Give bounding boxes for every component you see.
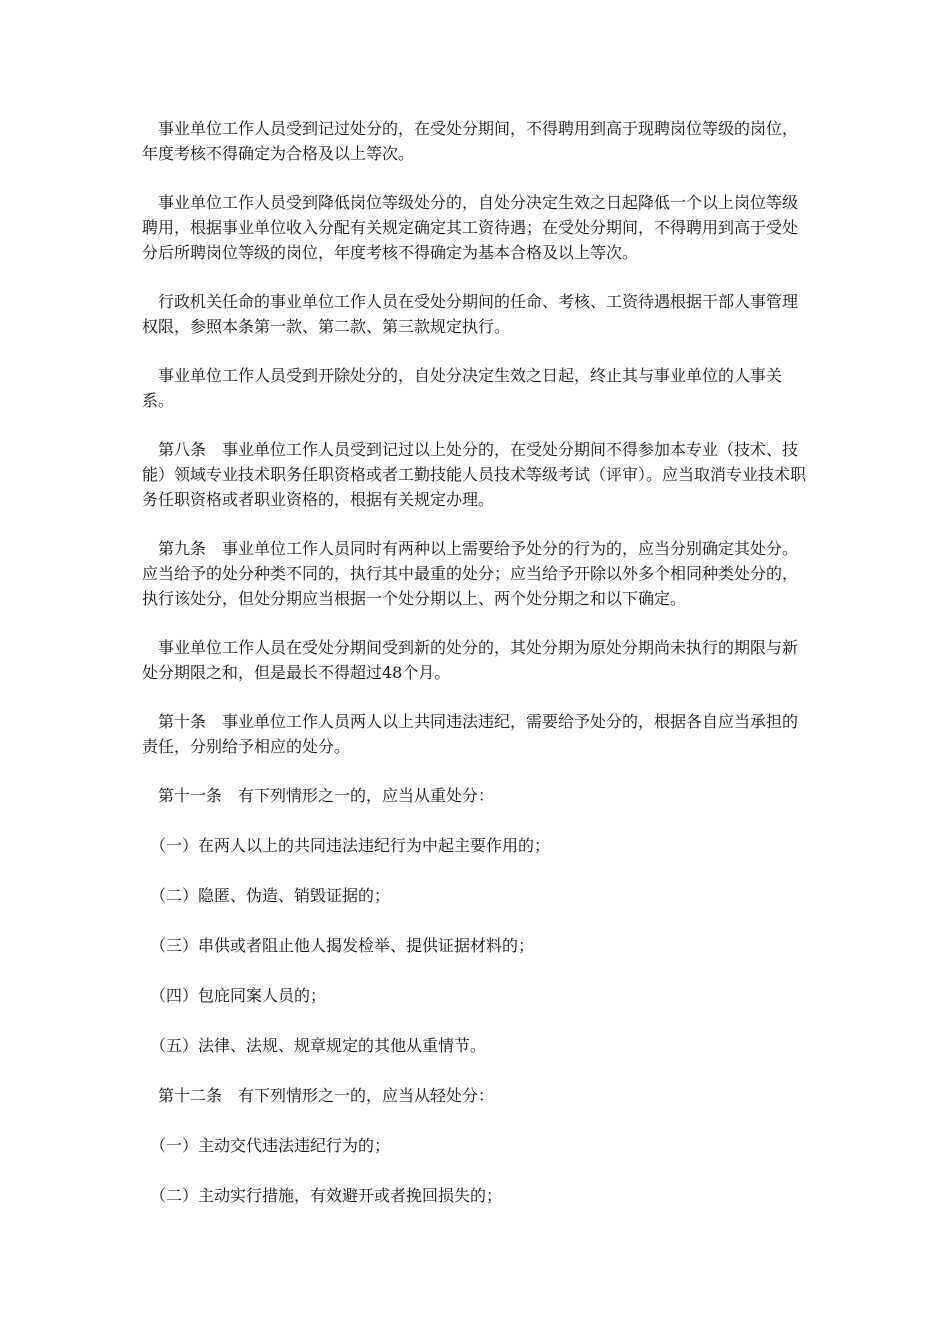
article-9: 第九条 事业单位工作人员同时有两种以上需要给予处分的行为的，应当分别确定其处分。应当给予的处分种类不同的，执行其中最重的处分；应当给予开除以外多个相同种类处分的，执行该处分，但处分期应当根据一个处分期以上、两个处分期之和以下确定。 [142,539,799,608]
article-12-item-2: （二）主动实行措施，有效避开或者挽回损失的； [142,1186,503,1205]
article-11-item-2: （二）隐匿、伪造、销毁证据的； [142,886,391,905]
document-body [142,116,812,1233]
paragraph-3: 行政机关任命的事业单位工作人员在受处分期间的任命、考核、工资待遇根据干部人事管理权限，参照本条第一款、第二款、第三款规定执行。 [142,292,799,336]
paragraph-new-penalty: 事业单位工作人员在受处分期间受到新的处分的，其处分期为原处分期尚未执行的期限与新处分期限之和，但是最长不得超过48个月。 [142,638,799,682]
article-11-item-5: （五）法律、法规、规章规定的其他从重情节。 [142,1036,487,1055]
article-11-item-1: （一）在两人以上的共同违法违纪行为中起主要作用的； [142,836,551,855]
article-12-item-1: （一）主动交代违法违纪行为的； [142,1136,391,1155]
article-11-item-3: （三）串供或者阻止他人揭发检举、提供证据材料的； [142,936,535,955]
article-10: 第十条 事业单位工作人员两人以上共同违法违纪，需要给予处分的，根据各自应当承担的责任，分别给予相应的处分。 [142,712,799,756]
paragraph-4: 事业单位工作人员受到开除处分的，自处分决定生效之日起，终止其与事业单位的人事关系。 [142,366,783,410]
article-11-item-4: （四）包庇同案人员的； [142,986,327,1005]
article-12: 第十二条 有下列情形之一的，应当从轻处分： [142,1086,495,1105]
article-11: 第十一条 有下列情形之一的，应当从重处分： [142,786,495,805]
article-8: 第八条 事业单位工作人员受到记过以上处分的，在受处分期间不得参加本专业（技术、技能）领域专业技术职务任职资格或者工勤技能人员技术等级考试（评审）。应当取消专业技术职务任职资格或者职业资格的，根据有关规定办理。 [142,440,807,509]
paragraph-2: 事业单位工作人员受到降低岗位等级处分的，自处分决定生效之日起降低一个以上岗位等级聘用，根据事业单位收入分配有关规定确定其工资待遇；在受处分期间，不得聘用到高于受处分后所聘岗位等级的岗位，年度考核不得确定为基本合格及以上等次。 [142,193,799,262]
paragraph-1: 事业单位工作人员受到记过处分的，在受处分期间，不得聘用到高于现聘岗位等级的岗位，年度考核不得确定为合格及以上等次。 [142,119,799,163]
